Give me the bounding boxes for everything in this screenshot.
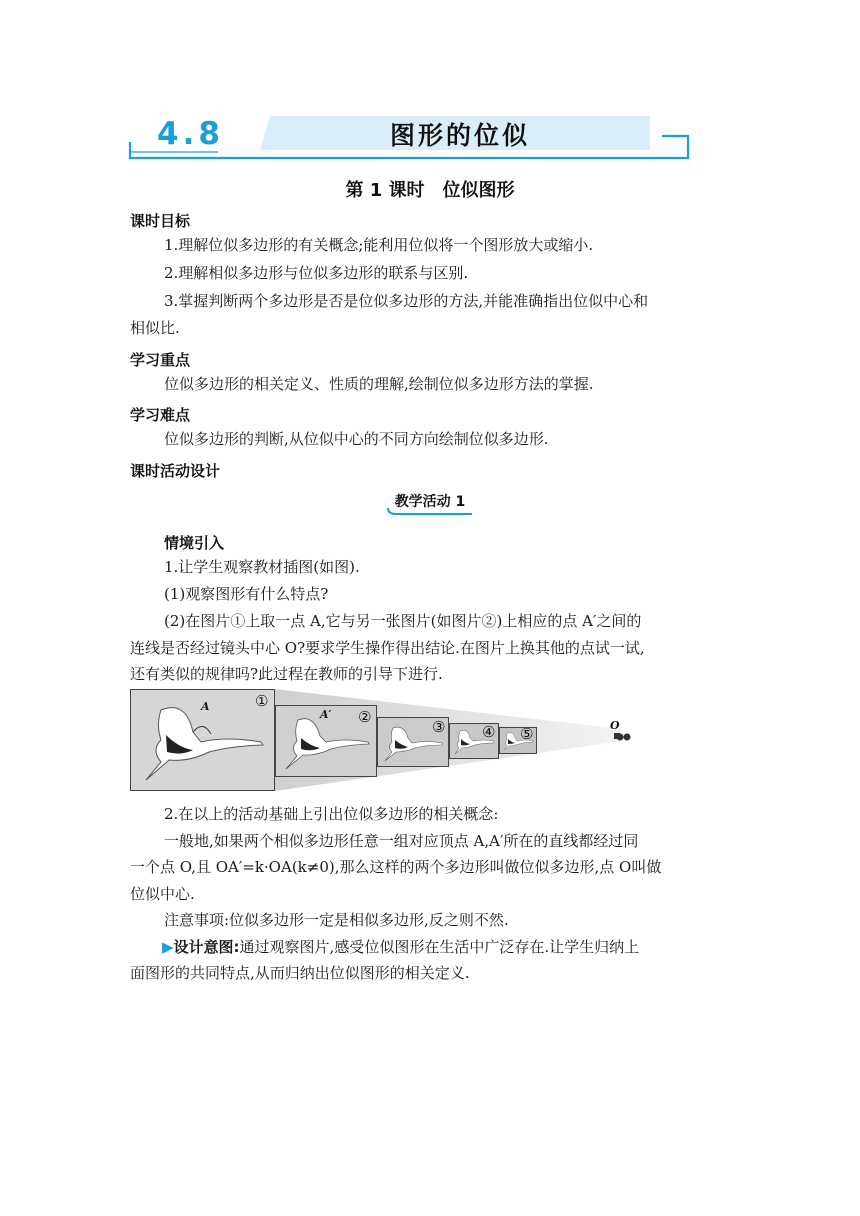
photo-frame-5 [499, 727, 537, 754]
activity-badge: 教学活动 1 [394, 494, 466, 510]
photo-label-2: ② [358, 708, 372, 726]
design-intent-line: 面图形的共同特点,从而归纳出位似图形的相关定义. [130, 964, 470, 982]
point-o-label: O [610, 719, 620, 732]
key-points-heading: 学习重点 [130, 351, 191, 369]
intro-line: 连线是否经过镜头中心 O?要求学生操作得出结论.在图片上换其他的点试一试, [130, 639, 645, 657]
photo-frame-4 [449, 723, 499, 759]
photo-label-4: ④ [482, 723, 496, 741]
photo-frame-3 [377, 717, 449, 767]
design-intent-label: 设计意图: [173, 938, 240, 956]
concept-line: 2.在以上的活动基础上引出位似多边形的相关概念: [164, 805, 499, 823]
design-heading: 课时活动设计 [130, 462, 221, 480]
concept-line: 注意事项:位似多边形一定是相似多边形,反之则不然. [164, 911, 509, 929]
intro-line: 还有类似的规律吗?此过程在教师的引导下进行. [130, 665, 443, 683]
homothety-figure [130, 689, 635, 791]
triangle-marker-icon: ▶ [162, 938, 174, 956]
key-points-text: 位似多边形的相关定义、性质的理解,绘制位似多边形方法的掌握. [164, 375, 594, 393]
photo-frame-2 [275, 705, 377, 777]
concept-line: 一个点 O,且 OA′=k·OA(k≠0),那么这样的两个多边形叫做位似多边形,点 O叫做 [130, 858, 662, 876]
photo-label-1: ① [255, 692, 269, 710]
point-a-prime-label: A′ [320, 708, 332, 721]
intro-line: (1)观察图形有什么特点? [164, 585, 329, 603]
objective-item: 2.理解相似多边形与位似多边形的联系与区别. [164, 264, 469, 282]
section-title: 图形的位似 [389, 121, 530, 150]
objective-item: 1.理解位似多边形的有关概念;能利用位似将一个图形放大或缩小. [164, 236, 594, 254]
objectives-heading: 课时目标 [130, 212, 191, 230]
lesson-title: 第 1 课时 位似图形 [345, 180, 515, 201]
intro-heading: 情境引入 [164, 534, 225, 552]
intro-line: (2)在图片①上取一点 A,它与另一张图片(如图片②)上相应的点 A′之间的 [164, 612, 642, 630]
design-intent-text: 通过观察图片,感受位似图形在生活中广泛存在.让学生归纳上 [239, 938, 640, 956]
difficulties-text: 位似多边形的判断,从位似中心的不同方向绘制位似多边形. [164, 430, 549, 448]
photo-frame-1 [130, 689, 275, 791]
objective-item: 3.掌握判断两个多边形是否是位似多边形的方法,并能准确指出位似中心和 [164, 292, 649, 310]
objective-item: 相似比. [130, 319, 180, 337]
difficulties-heading: 学习难点 [130, 406, 191, 424]
concept-line: 一般地,如果两个相似多边形任意一组对应顶点 A,A′所在的直线都经过同 [164, 832, 639, 850]
photo-label-3: ③ [432, 718, 446, 736]
section-number: 4.8 [157, 116, 224, 152]
photo-label-5: ⑤ [520, 727, 534, 743]
intro-line: 1.让学生观察教材插图(如图). [164, 558, 360, 576]
design-intent-line [162, 940, 767, 955]
concept-line: 位似中心. [130, 885, 195, 903]
point-a-label: A [201, 700, 210, 713]
